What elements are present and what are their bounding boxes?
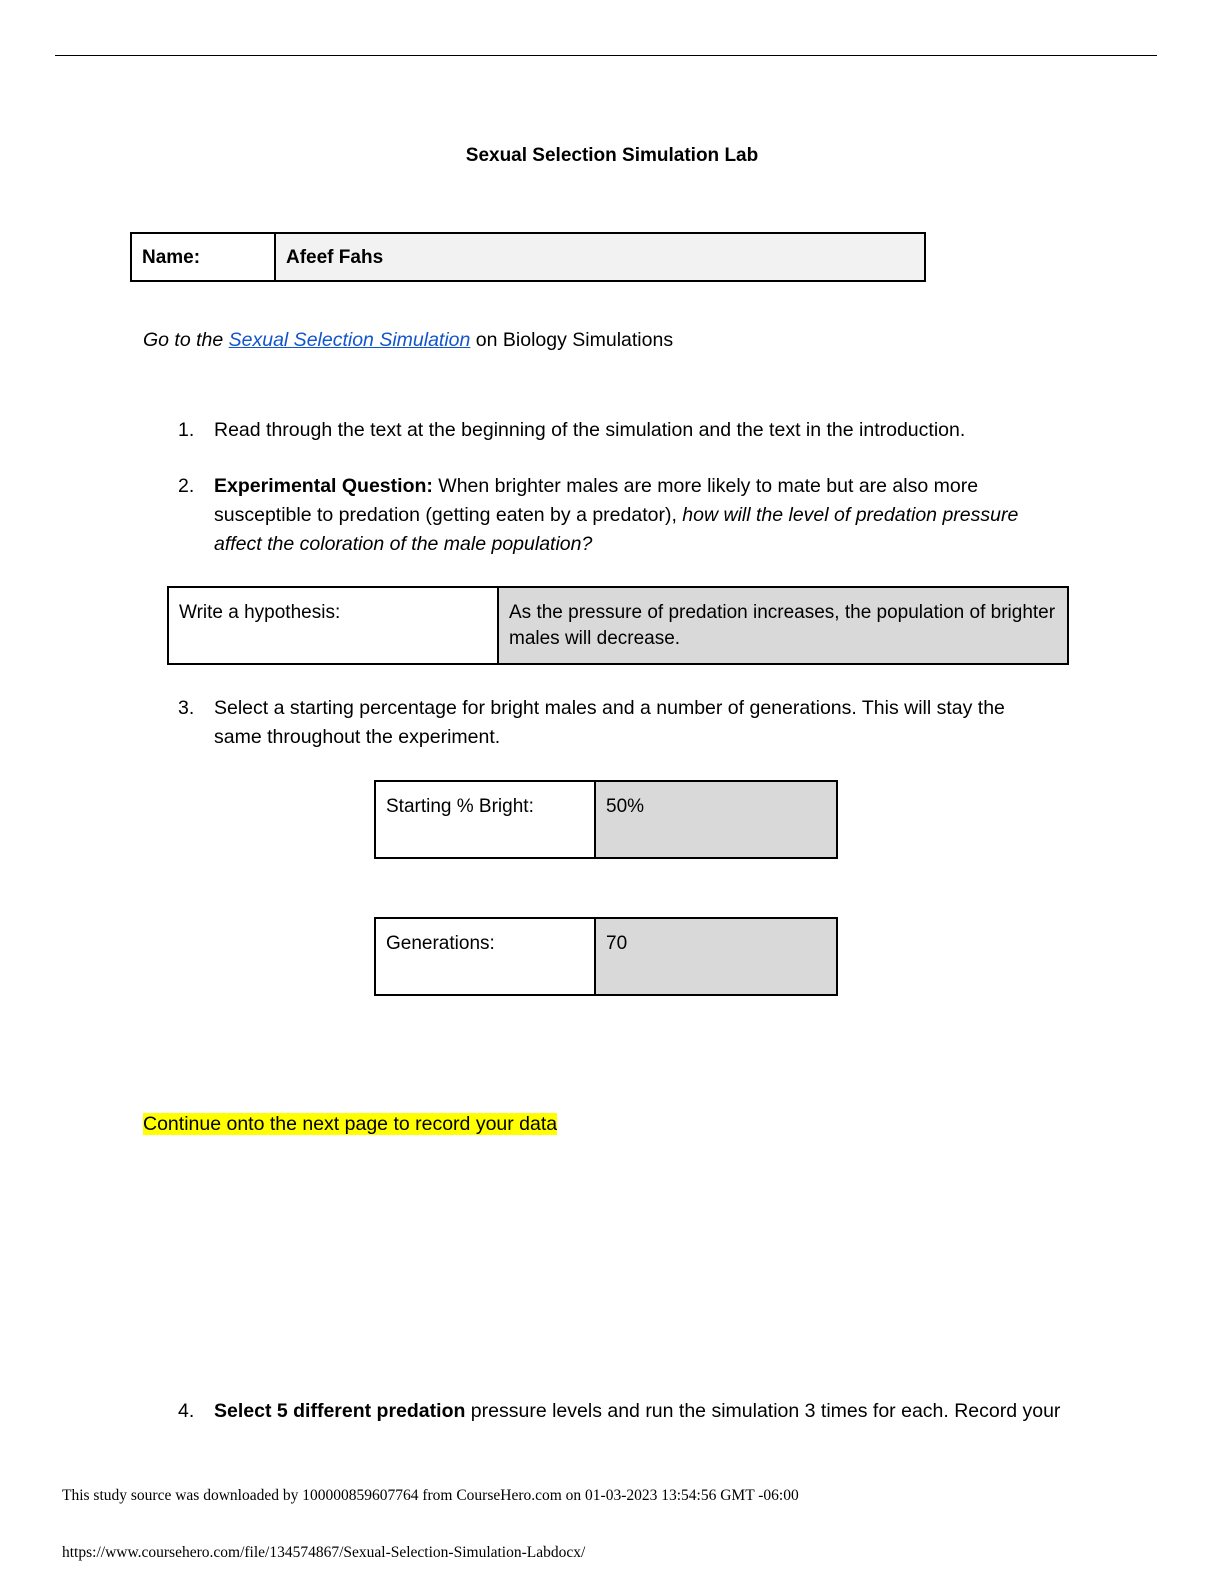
step-1-text: Read through the text at the beginning of the simulation and the text in the introduction. <box>214 419 966 441</box>
starting-bright-label: Starting % Bright: <box>386 796 534 817</box>
step-3-text: Select a starting percentage for bright males and a number of generations. This will stay the same throughout the experiment. <box>214 697 1005 748</box>
continue-note <box>143 1110 557 1139</box>
step-4-text <box>214 1397 1114 1426</box>
continue-note-text: Continue onto the next page to record your data <box>143 1113 558 1135</box>
top-rule <box>55 55 1157 56</box>
step-2-italic: how will the level of predation pressure affect the coloration of the male population? <box>214 504 1019 555</box>
step-4-body: pressure levels and run the simulation 3 times for each. Record your <box>465 1400 1061 1422</box>
step-4-number: 4. <box>178 1400 195 1422</box>
step-2-number: 2. <box>178 475 195 497</box>
hypothesis-table <box>167 586 1069 665</box>
hypothesis-value[interactable]: As the pressure of predation increases, the population of brighter males will decrease. <box>497 588 1067 663</box>
page-title: Sexual Selection Simulation Lab <box>465 145 759 166</box>
footer-url[interactable]: https://www.coursehero.com/file/134574867/Sexual-Selection-Simulation-Labdocx/ <box>62 1544 586 1561</box>
intro-line <box>143 326 673 355</box>
step-2-text <box>214 472 1064 559</box>
name-table <box>130 232 926 282</box>
generations-label: Generations: <box>386 933 495 954</box>
intro-suffix: on Biology Simulations <box>470 329 674 351</box>
intro-prefix: Go to the <box>143 329 229 351</box>
step-2-bold: Experimental Question: <box>214 475 433 497</box>
name-value[interactable]: Afeef Fahs <box>274 234 924 280</box>
simulation-link[interactable]: Sexual Selection Simulation <box>228 329 471 351</box>
step-2-body: When brighter males are more likely to mate but are also more susceptible to predation (getting eaten by a predator), <box>214 475 979 526</box>
hypothesis-label: Write a hypothesis: <box>179 602 341 623</box>
starting-bright-value[interactable]: 50% <box>594 782 836 857</box>
generations-table <box>374 917 838 996</box>
name-label: Name: <box>142 247 201 268</box>
generations-value[interactable]: 70 <box>594 919 836 994</box>
step-4-bold: Select 5 different predation <box>214 1400 466 1422</box>
step-3-number: 3. <box>178 697 195 719</box>
footer-source: This study source was downloaded by 100000859607764 from CourseHero.com on 01-03-2023 13:54:56 GMT -06:00 <box>62 1487 799 1504</box>
step-1-number: 1. <box>178 419 195 441</box>
starting-bright-table <box>374 780 838 859</box>
